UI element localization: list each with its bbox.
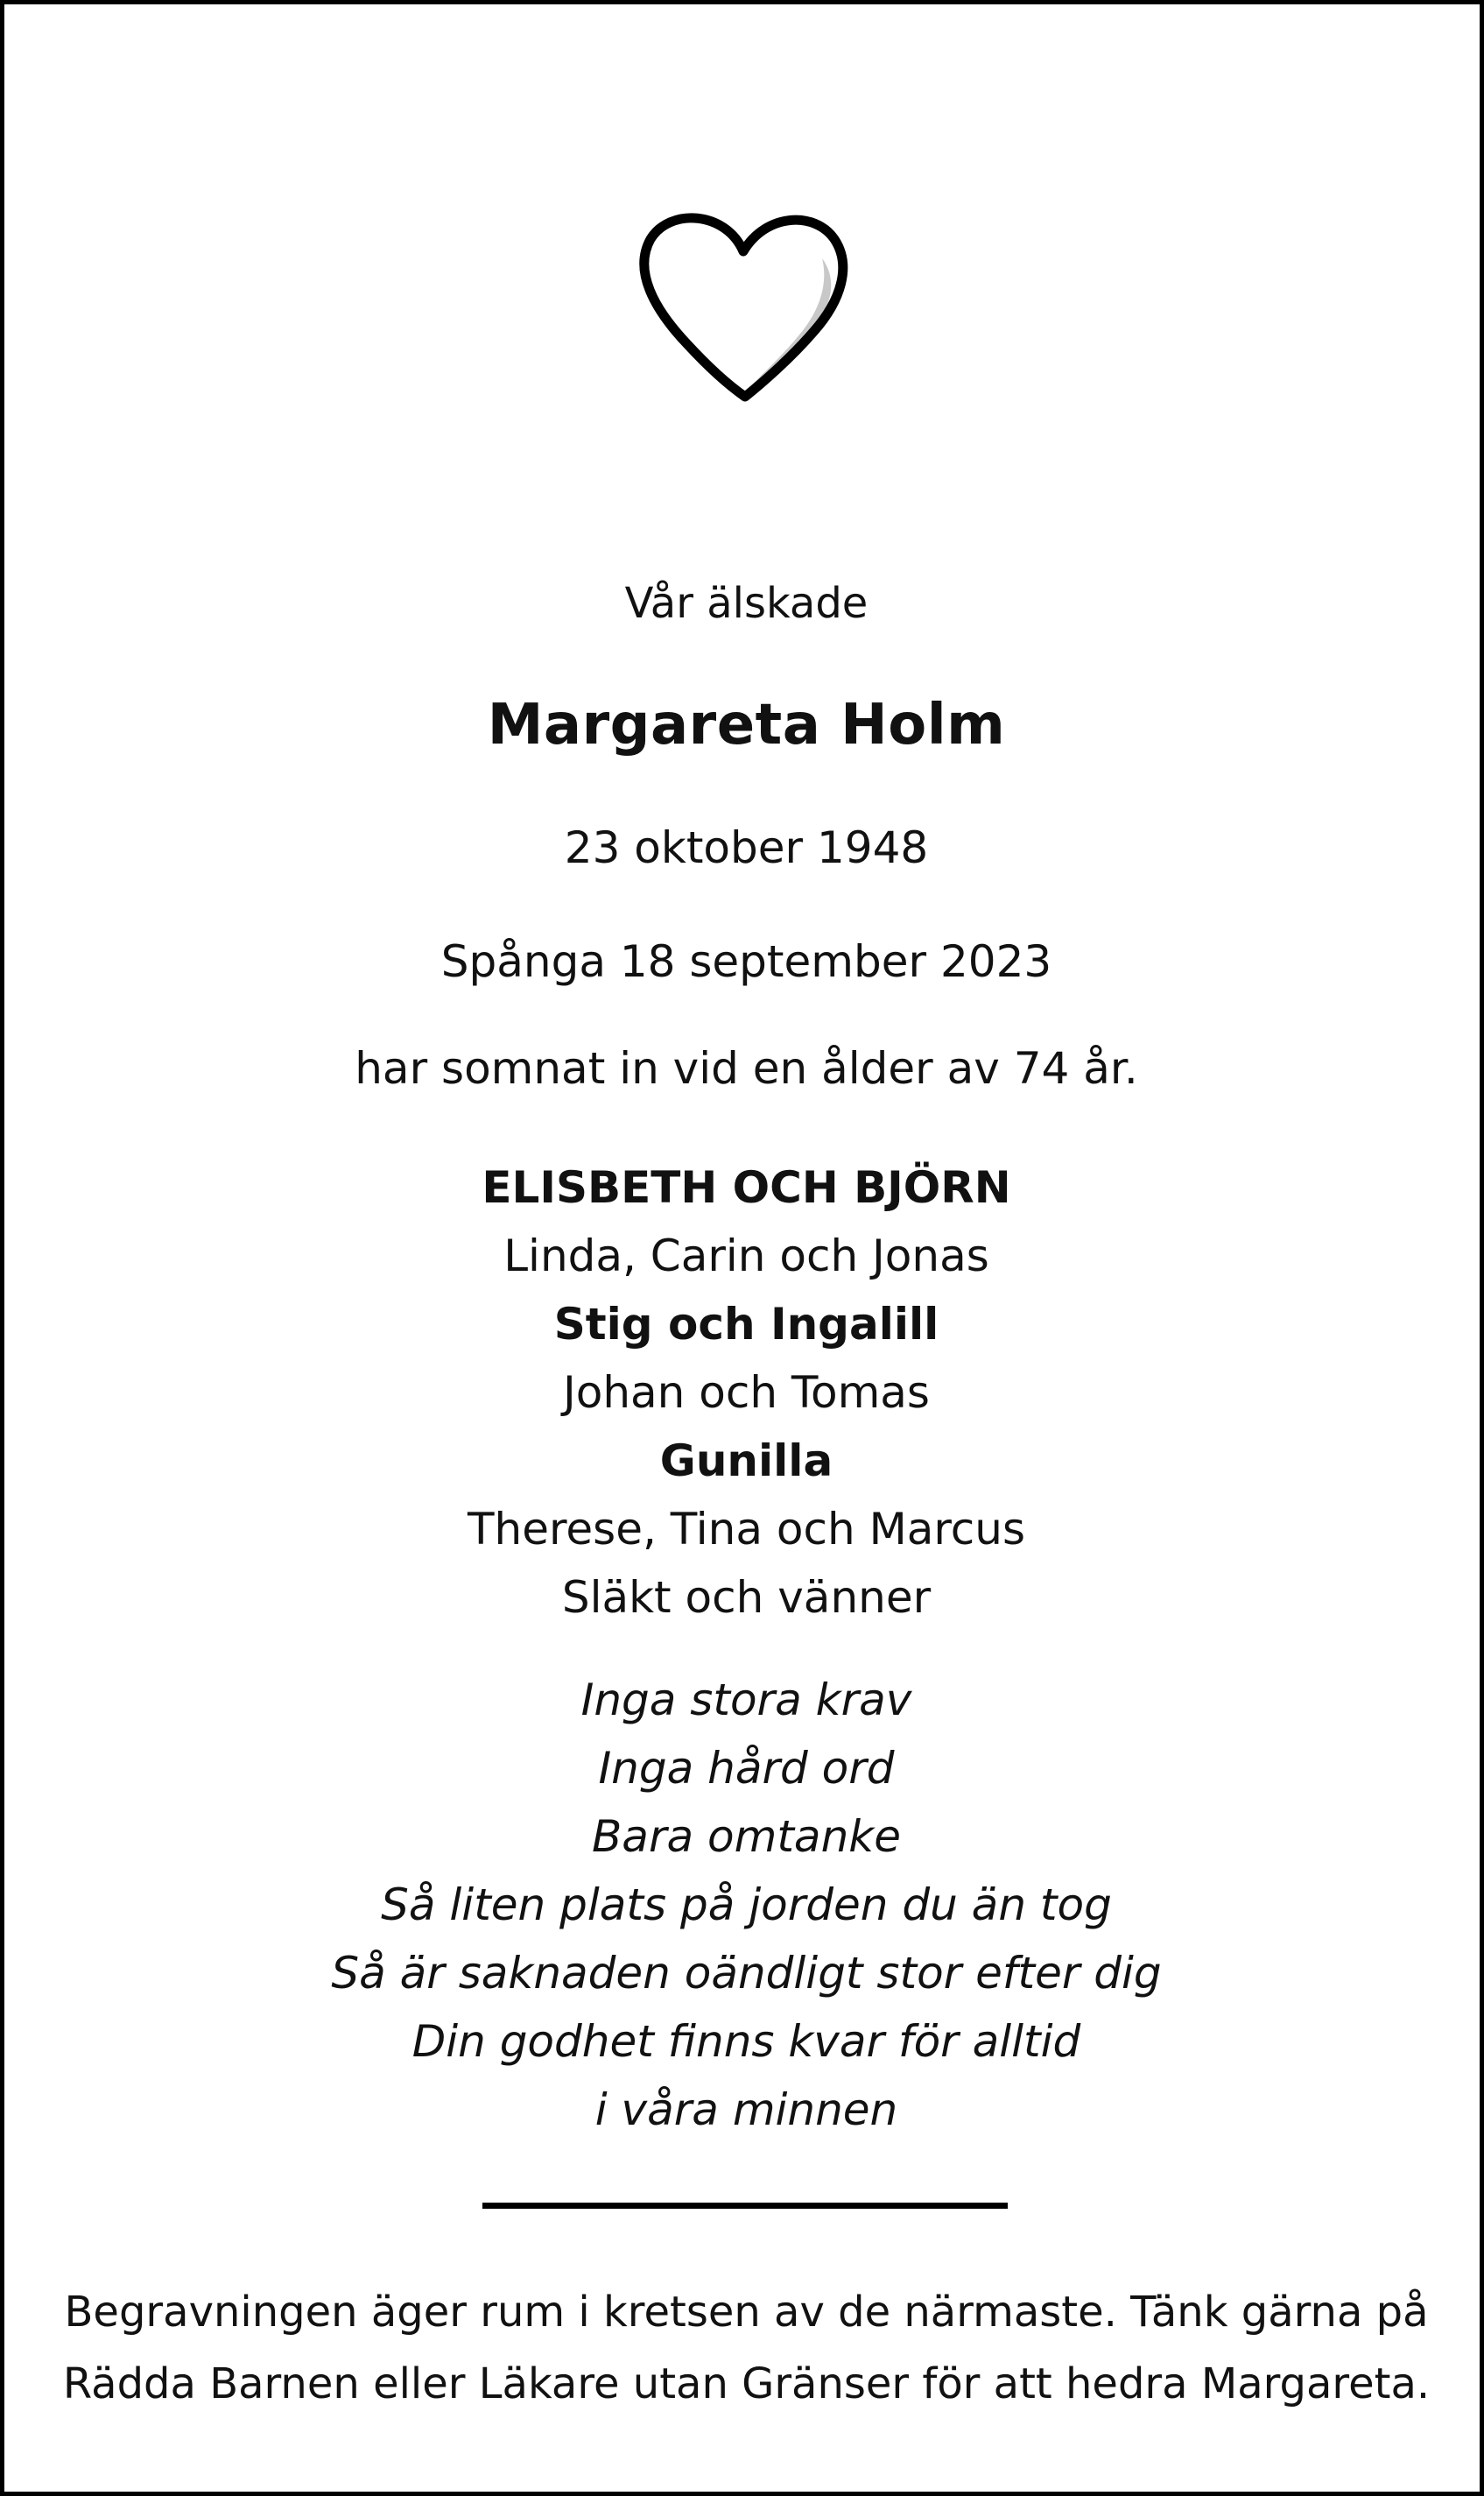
family-line: Stig och Ingalill: [553, 1299, 939, 1350]
family-line: Linda, Carin och Jonas: [503, 1230, 989, 1281]
family-list: [4, 1153, 1484, 1632]
poem-line: Din godhet finns kvar för alltid: [411, 2016, 1081, 2067]
funeral-info: [4, 2276, 1484, 2420]
deceased-name: Margareta Holm: [487, 693, 1006, 758]
family-line: Gunilla: [659, 1435, 833, 1486]
age-text: har somnat in vid en ålder av 74 år.: [355, 1043, 1138, 1094]
family-line: Therese, Tina och Marcus: [467, 1504, 1026, 1555]
poem-line: Så är saknaden oändligt stor efter dig: [331, 1948, 1162, 1999]
poem-line: Så liten plats på jorden du än tog: [381, 1879, 1112, 1930]
heart-icon: [635, 204, 852, 404]
poem-line: Inga stora krav: [580, 1675, 912, 1725]
poem: [4, 1666, 1484, 2144]
family-line: Johan och Tomas: [563, 1367, 930, 1418]
funeral-info-line: Begravningen äger rum i kretsen av de närmaste. Tänk gärna på: [64, 2288, 1429, 2337]
funeral-info-line: Rädda Barnen eller Läkare utan Gränser för att hedra Margareta.: [62, 2359, 1431, 2408]
death-date: Spånga 18 september 2023: [440, 936, 1052, 987]
intro-text: Vår älskade: [624, 579, 869, 628]
poem-line: i våra minnen: [594, 2084, 898, 2135]
poem-line: Inga hård ord: [598, 1743, 895, 1794]
family-line: ELISBETH OCH BJÖRN: [482, 1162, 1011, 1213]
poem-line: Bara omtanke: [592, 1811, 901, 1862]
family-line: Släkt och vänner: [561, 1572, 932, 1623]
divider: [482, 2203, 1008, 2209]
birth-date: 23 oktober 1948: [564, 822, 929, 873]
